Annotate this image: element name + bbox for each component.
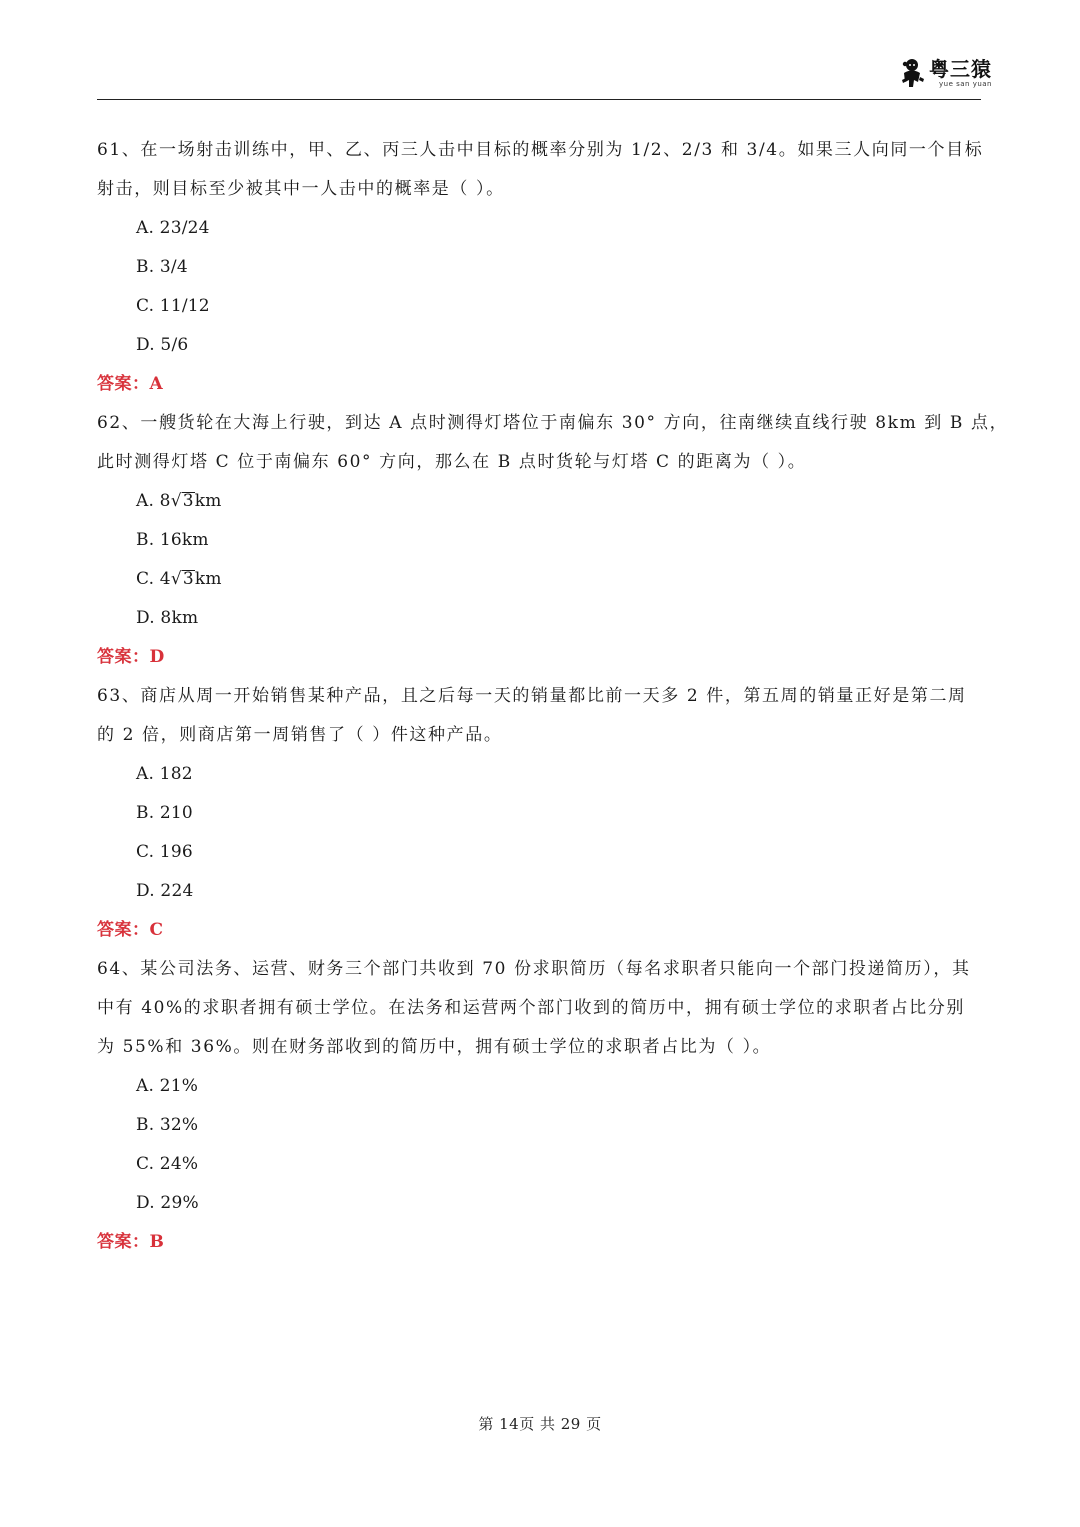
radicand: 3 — [182, 569, 194, 589]
q62-option-c-unit: km — [194, 569, 222, 589]
q63-option-c: C. 196 — [136, 842, 193, 862]
q63-option-a: A. 182 — [136, 764, 193, 784]
q62-stem-line-1: 62、一艘货轮在大海上行驶，到达 A 点时测得灯塔位于南偏东 30° 方向，往南继续直线行驶 8km 到 B 点， — [97, 413, 1009, 433]
q61-option-a: A. 23/24 — [136, 218, 210, 238]
q64-stem-line-1: 64、某公司法务、运营、财务三个部门共收到 70 份求职简历（每名求职者只能向一个部门投递简历），其 — [97, 959, 971, 979]
header-divider — [97, 99, 981, 100]
question-list — [97, 131, 1009, 1262]
q62-option-d: D. 8km — [136, 608, 199, 628]
sqrt-expression — [171, 482, 195, 521]
q62-option-c — [97, 560, 981, 599]
q64-option-a: A. 21% — [136, 1076, 199, 1096]
q61-option-d: D. 5/6 — [136, 335, 189, 355]
sqrt-expression — [171, 560, 195, 599]
q63-stem-line-1: 63、商店从周一开始销售某种产品，且之后每一天的销量都比前一天多 2 件，第五周的销量正好是第二周 — [97, 686, 967, 706]
q62-option-c-prefix: C. 4 — [136, 569, 171, 589]
q61-stem-line-2: 射击，则目标至少被其中一人击中的概率是（ ）。 — [97, 179, 505, 199]
q61-stem-line-1: 61、在一场射击训练中，甲、乙、丙三人击中目标的概率分别为 1/2、2/3 和 3/4。如果三人向同一个目标 — [97, 140, 984, 160]
page-number: 第 14页 共 29 页 — [478, 1415, 602, 1433]
q61-answer: 答案：A — [97, 374, 164, 394]
q62-option-a-unit: km — [194, 491, 222, 511]
q62-option-a-prefix: A. 8 — [136, 491, 171, 511]
logo-chinese-text: 粤三猿 — [929, 56, 992, 81]
page-header — [0, 0, 1080, 102]
q64-stem-line-2: 中有 40%的求职者拥有硕士学位。在法务和运营两个部门收到的简历中，拥有硕士学位的求职者占比分别 — [97, 998, 965, 1018]
q64-option-d: D. 29% — [136, 1193, 199, 1213]
brand-logo — [899, 58, 992, 88]
logo-pinyin-text: yue san yuan — [938, 79, 992, 88]
q62-answer: 答案：D — [97, 647, 165, 667]
q63-option-d: D. 224 — [136, 881, 194, 901]
q63-stem-line-2: 的 2 倍，则商店第一周销售了（ ）件这种产品。 — [97, 725, 503, 745]
radicand: 3 — [182, 491, 194, 511]
q62-stem-line-2: 此时测得灯塔 C 位于南偏东 60° 方向，那么在 B 点时货轮与灯塔 C 的距离为（ ）。 — [97, 452, 807, 472]
q62-option-b: B. 16km — [136, 530, 209, 550]
q64-answer: 答案：B — [97, 1232, 165, 1252]
q62-option-a — [97, 482, 981, 521]
q61-option-c: C. 11/12 — [136, 296, 210, 316]
q64-option-c: C. 24% — [136, 1154, 199, 1174]
q64-stem-line-3: 为 55%和 36%。则在财务部收到的简历中，拥有硕士学位的求职者占比为（ ）。 — [97, 1037, 772, 1057]
radical-sign: √ — [170, 569, 182, 589]
radical-sign: √ — [170, 491, 182, 511]
q61-option-b: B. 3/4 — [136, 257, 188, 277]
monkey-logo-icon — [899, 58, 925, 88]
q63-answer: 答案：C — [97, 920, 164, 940]
q64-option-b: B. 32% — [136, 1115, 199, 1135]
q63-option-b: B. 210 — [136, 803, 193, 823]
